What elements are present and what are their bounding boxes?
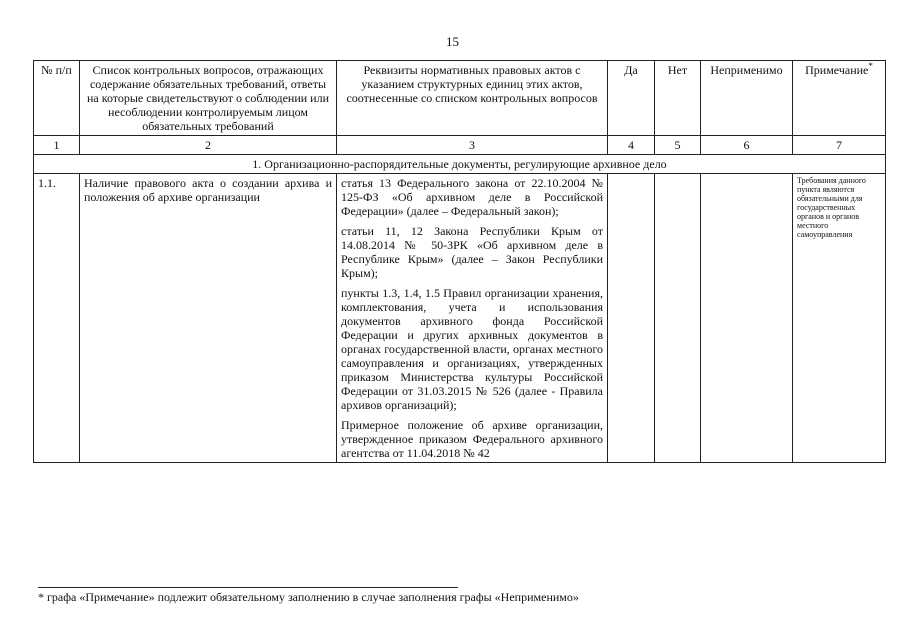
table-row	[34, 174, 886, 463]
footnote-divider	[38, 587, 458, 588]
column-number: 6	[701, 136, 793, 155]
header-no: Нет	[655, 61, 701, 136]
row-not-applicable[interactable]	[701, 174, 793, 463]
page-number: 15	[446, 34, 459, 49]
header-row	[34, 61, 886, 136]
column-number: 4	[608, 136, 655, 155]
column-number: 1	[34, 136, 80, 155]
column-number: 7	[793, 136, 886, 155]
footnote: * графа «Примечание» подлежит обязательному заполнению в случае заполнения графы «Неприменимо»	[38, 590, 579, 604]
reference-item: Примерное положение об архиве организации, утвержденное приказом Федерального архивного агентства от 11.04.2018 № 42	[341, 418, 603, 460]
row-references	[337, 174, 608, 463]
section-title: 1. Организационно-распорядительные документы, регулирующие архивное дело	[34, 155, 886, 174]
reference-item: статья 13 Федерального закона от 22.10.2004 № 125-ФЗ «Об архивном деле в Российской Федерации» (далее – Федеральный закон);	[341, 176, 603, 218]
row-num: 1.1.	[34, 174, 80, 463]
row-question: Наличие правового акта о создании архива и положения об архиве организации	[80, 174, 337, 463]
row-no[interactable]	[655, 174, 701, 463]
header-note-label: Примечание	[805, 63, 869, 77]
reference-item: статьи 11, 12 Закона Республики Крым от 14.08.2014 № 50-ЗРК «Об архивном деле в Республике Крым» (далее – Закон Республики Крым);	[341, 224, 603, 280]
reference-item: пункты 1.3, 1.4, 1.5 Правил организации хранения, комплектования, учета и использования документов архивного фонда Российской Федерации и других архивных документов в органах государственной власти, органах местного самоуправления и организациях, утвержденных приказом Министерства культуры Российской Федерации от 31.03.2015 № 526 (далее - Правила архивов организаций);	[341, 286, 603, 412]
header-not-applicable: Неприменимо	[701, 61, 793, 136]
checklist-table	[33, 60, 886, 463]
header-yes: Да	[608, 61, 655, 136]
header-requisites: Реквизиты нормативных правовых актов с указанием структурных единиц этих актов, соотнесенные со списком контрольных вопросов	[337, 61, 608, 136]
column-number: 2	[80, 136, 337, 155]
header-questions: Список контрольных вопросов, отражающих содержание обязательных требований, ответы на которые свидетельствуют о соблюдении или несоблюдении контролируемым лицом обязательных требований	[80, 61, 337, 136]
header-note-asterisk: *	[868, 61, 873, 71]
header-num: № п/п	[34, 61, 80, 136]
column-number: 3	[337, 136, 608, 155]
column-number: 5	[655, 136, 701, 155]
row-note: Требования данного пункта являются обязательными для государственных органов и органов местного самоуправления	[793, 174, 886, 463]
row-yes[interactable]	[608, 174, 655, 463]
section-row	[34, 155, 886, 174]
column-number-row	[34, 136, 886, 155]
header-note	[793, 61, 886, 136]
